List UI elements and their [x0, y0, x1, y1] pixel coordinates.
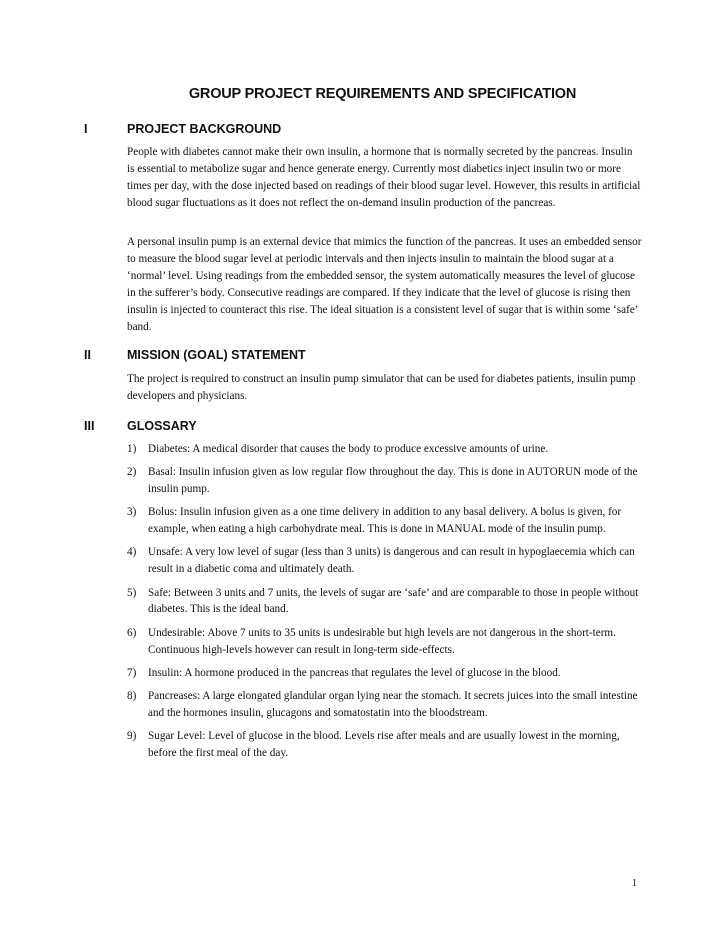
glossary-item-number: 4) [127, 546, 137, 559]
glossary-list [127, 441, 642, 768]
glossary-item-number: 8) [127, 689, 137, 702]
glossary-item-text: Diabetes: A medical disorder that causes the body to produce excessive amounts of urine. [148, 443, 549, 455]
glossary-item-text: Basal: Insulin infusion given as low regular flow throughout the day. This is done in AUTORUN mode of the insulin pump. [148, 466, 638, 496]
section-number-background: I [84, 122, 88, 136]
glossary-item-text: Safe: Between 3 units and 7 units, the levels of sugar are ‘safe’ and are comparable to those in people without diabetes. This is the ideal band. [148, 586, 639, 616]
glossary-item-number: 2) [127, 466, 137, 479]
background-paragraph-2: A personal insulin pump is an external device that mimics the function of the pancreas. It uses an embedded sensor to measure the blood sugar level at periodic intervals and then injects insulin to maintain the blood sugar at a ‘normal’ level. Using readings from the embedded sensor, the system automatically measures the level of glucose in the sufferer’s body. Consecutive readings are compared. If they indicate that the level of glucose is rising then insulin is injected to counteract this rise. The ideal situation is a consistent level of sugar that is within some ‘safe’ band. [127, 236, 642, 333]
glossary-item-unsafe [127, 544, 642, 578]
glossary-item-number: 5) [127, 586, 137, 599]
glossary-item-safe [127, 585, 642, 619]
glossary-item-number: 6) [127, 626, 137, 639]
glossary-item-bolus [127, 504, 642, 538]
glossary-item-number: 1) [127, 443, 137, 455]
glossary-item-number: 3) [127, 506, 137, 519]
section-number-mission: II [84, 348, 91, 362]
glossary-item-undesirable [127, 625, 642, 659]
glossary-item-sugar-level [127, 728, 642, 762]
section-heading-mission-statement: MISSION (GOAL) STATEMENT [127, 348, 306, 362]
section-heading-project-background: PROJECT BACKGROUND [127, 122, 282, 136]
glossary-item-text: Insulin: A hormone produced in the pancreas that regulates the level of glucose in the blood. [148, 666, 561, 679]
glossary-item-text: Undesirable: Above 7 units to 35 units is undesirable but high levels are not dangerous in the short-term. Continuous high-levels however can result in long-term side-effects. [148, 626, 616, 656]
glossary-item-text: Unsafe: A very low level of sugar (less than 3 units) is dangerous and can result in hypoglaecemia which can result in a diabetic coma and ultimately death. [148, 546, 635, 576]
document-title: GROUP PROJECT REQUIREMENTS AND SPECIFICATION [188, 86, 577, 102]
background-paragraph-1: People with diabetes cannot make their own insulin, a hormone that is normally secreted by the pancreas. Insulin is essential to metabolize sugar and hence generate energy. Currently most diabetics inject insulin two or more times per day, with the dose injected based on readings of their blood sugar level. However, this results in artificial blood sugar fluctuations as it does not reflect the on-demand insulin production of the pancreas. [127, 146, 641, 209]
section-heading-glossary: GLOSSARY [127, 419, 197, 433]
glossary-item-basal [127, 464, 642, 498]
glossary-item-insulin [127, 665, 642, 682]
glossary-item-diabetes [127, 441, 642, 458]
glossary-item-pancreases [127, 688, 642, 722]
section-number-glossary: III [84, 419, 95, 433]
glossary-item-text: Sugar Level: Level of glucose in the blood. Levels rise after meals and are usually lowest in the morning, before the first meal of the day. [148, 730, 620, 759]
glossary-item-number: 7) [127, 666, 137, 679]
glossary-item-text: Bolus: Insulin infusion given as a one time delivery in addition to any basal delivery. A bolus is given, for example, when eating a high carbohydrate meal. This is done in MANUAL mode of the insulin pump. [148, 506, 622, 536]
mission-paragraph: The project is required to construct an insulin pump simulator that can be used for diabetes patients, insulin pump developers and physicians. [127, 373, 636, 402]
page-number: 1 [632, 878, 637, 889]
glossary-item-number: 9) [127, 730, 137, 743]
glossary-item-text: Pancreases: A large elongated glandular organ lying near the stomach. It secrets juices into the small intestine and the hormones insulin, glucagons and somatostatin into the bloodstream. [148, 689, 638, 719]
